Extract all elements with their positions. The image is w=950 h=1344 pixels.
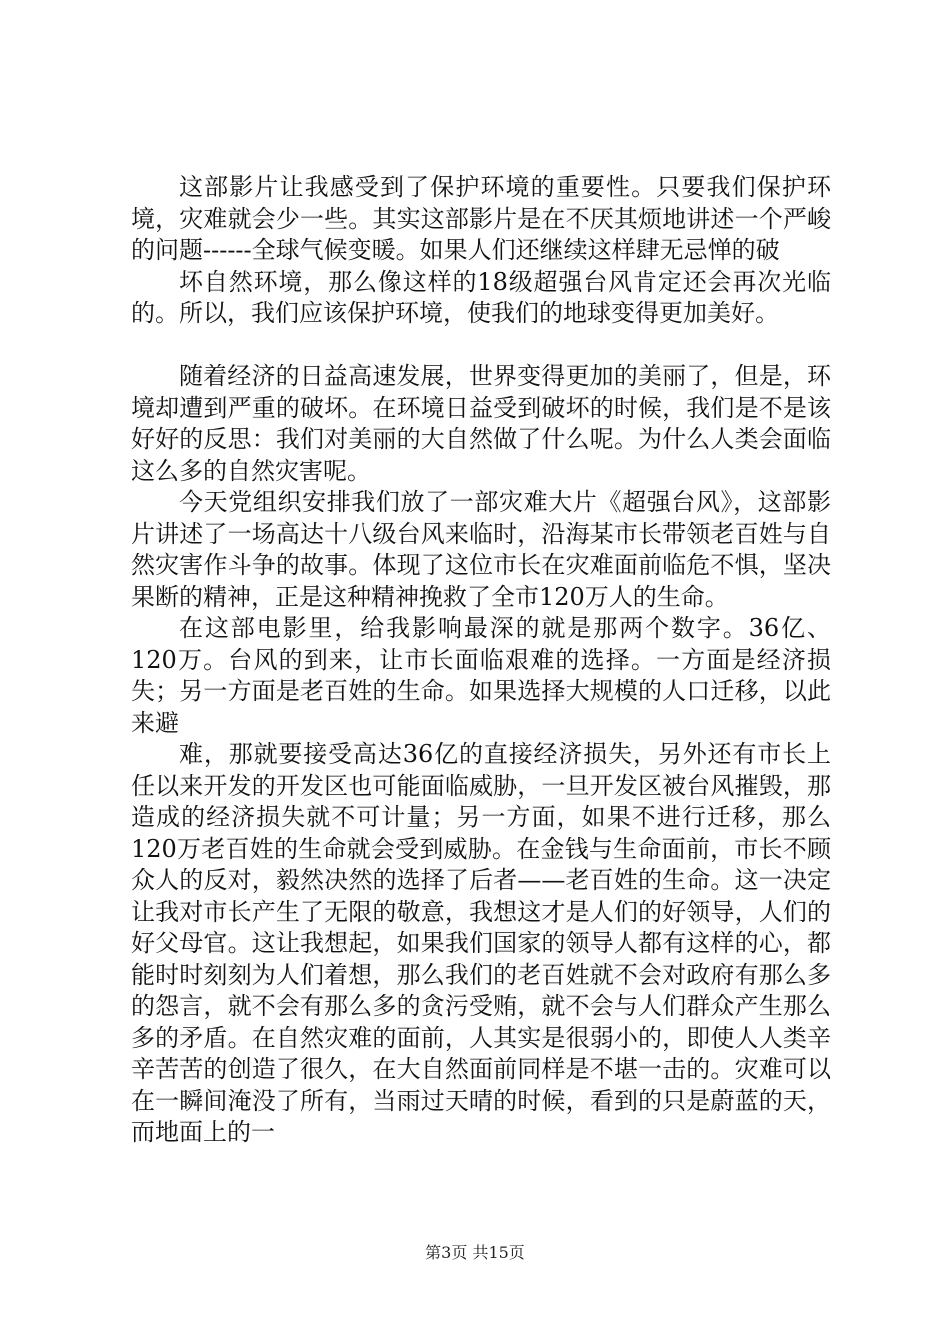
document-body <box>131 172 831 1149</box>
paragraph-1: 这部影片让我感受到了保护环境的重要性。只要我们保护环境，灾难就会少一些。其实这部影片是在不厌其烦地讲述一个严峻的问题------全球气候变暖。如果人们还继续这样肆无忌惮的破 <box>131 173 831 264</box>
paragraph-6: 难，那就要接受高达36亿的直接经济损失，另外还有市长上任以来开发的开发区也可能面临威胁，一旦开发区被台风摧毁，那造成的经济损失就不可计量；另一方面，如果不进行迁移，那么120万老百姓的生命就会受到威胁。在金钱与生命面前，市长不顾众人的反对，毅然决然的选择了后者——老百姓的生命。这一决定让我对市长产生了无限的敬意，我想这才是人们的好领导，人们的好父母官。这让我想起，如果我们国家的领导人都有这样的心，都能时时刻刻为人们着想，那么我们的老百姓就不会对政府有那么多的怨言，就不会有那么多的贪污受贿，就不会与人们群众产生那么多的矛盾。在自然灾难的面前，人其实是很弱小的，即使人人类辛辛苦苦的创造了很久，在大自然面前同样是不堪一击的。灾难可以在一瞬间淹没了所有，当雨过天晴的时候，看到的只是蔚蓝的天，而地面上的一 <box>131 740 831 1146</box>
paragraph-5: 在这部电影里，给我影响最深的就是那两个数字。36亿、120万。台风的到来，让市长面临艰难的选择。一方面是经济损失；另一方面是老百姓的生命。如果选择大规模的人口迁移，以此来避 <box>131 614 831 737</box>
paragraph-spacer <box>131 330 831 362</box>
paragraph-3: 随着经济的日益高速发展，世界变得更加的美丽了，但是，环境却遭到严重的破坏。在环境日益受到破坏的时候，我们是不是该好好的反思：我们对美丽的大自然做了什么呢。为什么人类会面临这么多的自然灾害呢。 <box>131 362 831 485</box>
page-number-footer: 第3页 共15页 <box>425 1243 525 1262</box>
paragraph-4: 今天党组织安排我们放了一部灾难大片《超强台风》，这部影片讲述了一场高达十八级台风来临时，沿海某市长带领老百姓与自然灾害作斗争的故事。体现了这位市长在灾难面前临危不惧，坚决果断的精神，正是这种精神挽救了全市120万人的生命。 <box>131 488 831 611</box>
paragraph-2: 坏自然环境，那么像这样的18级超强台风肯定还会再次光临的。所以，我们应该保护环境，使我们的地球变得更加美好。 <box>131 267 831 327</box>
